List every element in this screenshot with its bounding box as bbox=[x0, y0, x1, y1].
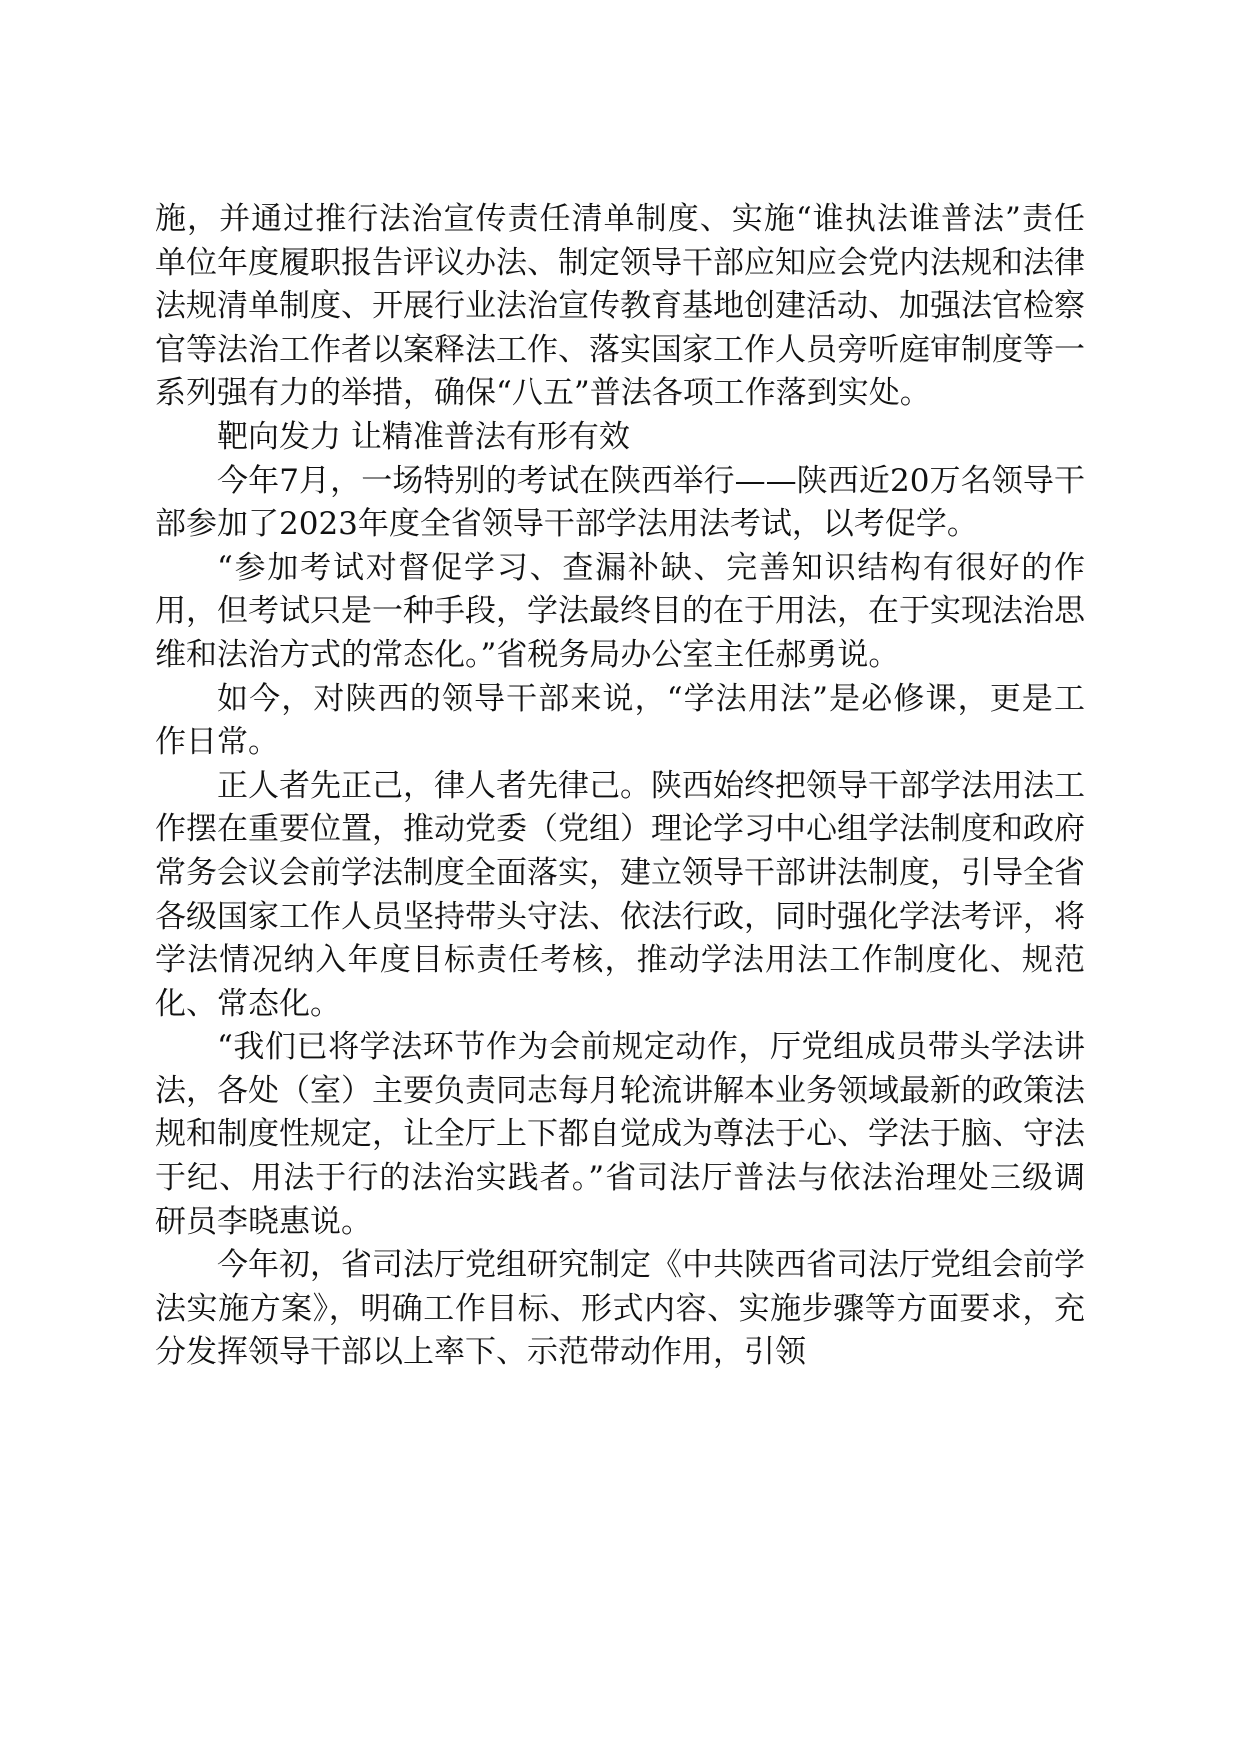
paragraph: 如今，对陕西的领导干部来说，“学法用法”是必修课，更是工作日常。 bbox=[155, 680, 1085, 761]
quote-paragraph: “我们已将学法环节作为会前规定动作，厅党组成员带头学法讲法，各处（室）主要负责同志每月轮流讲解本业务领域最新的政策法规和制度性规定，让全厅上下都自觉成为尊法于心、学法于脑、守法于纪、用法于行的法治实践者。”省司法厅普法与依法治理处三级调研员李晓惠说。 bbox=[155, 1029, 1085, 1240]
quote-paragraph: “参加考试对督促学习、查漏补缺、完善知识结构有很好的作用，但考试只是一种手段，学法最终目的在于用法，在于实现法治思维和法治方式的常态化。”省税务局办公室主任郝勇说。 bbox=[155, 549, 1085, 673]
article-body bbox=[155, 198, 1085, 1375]
section-heading: 靶向发力 让精准普法有形有效 bbox=[217, 418, 630, 455]
paragraph: 今年7月，一场特别的考试在陕西举行——陕西近20万名领导干部参加了2023年度全省领导干部学法用法考试，以考促学。 bbox=[155, 462, 1085, 543]
paragraph-continued: 施，并通过推行法治宣传责任清单制度、实施“谁执法谁普法”责任单位年度履职报告评议办法、制定领导干部应知应会党内法规和法律法规清单制度、开展行业法治宣传教育基地创建活动、加强法官检察官等法治工作者以案释法工作、落实国家工作人员旁听庭审制度等一系列强有力的举措，确保“八五”普法各项工作落到实处。 bbox=[155, 201, 1085, 412]
paragraph: 今年初，省司法厅党组研究制定《中共陕西省司法厅党组会前学法实施方案》，明确工作目标、形式内容、实施步骤等方面要求，充分发挥领导干部以上率下、示范带动作用，引领 bbox=[155, 1247, 1085, 1371]
paragraph: 正人者先正己，律人者先律己。陕西始终把领导干部学法用法工作摆在重要位置，推动党委（党组）理论学习中心组学法制度和政府常务会议会前学法制度全面落实，建立领导干部讲法制度，引导全省各级国家工作人员坚持带头守法、依法行政，同时强化学法考评，将学法情况纳入年度目标责任考核，推动学法用法工作制度化、规范化、常态化。 bbox=[155, 767, 1085, 1022]
